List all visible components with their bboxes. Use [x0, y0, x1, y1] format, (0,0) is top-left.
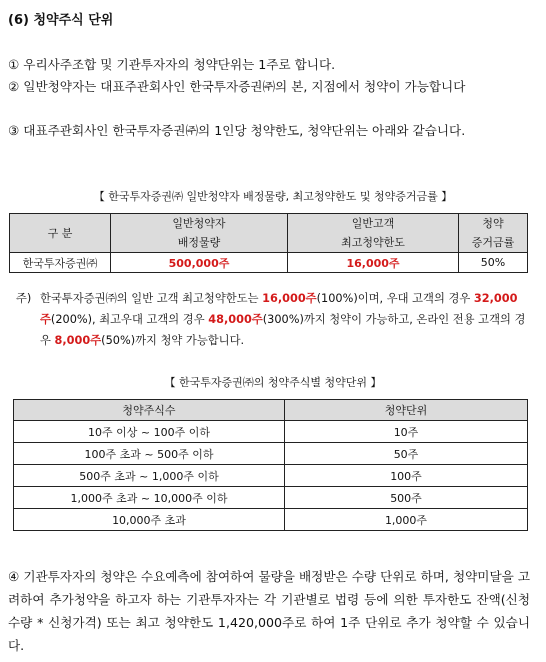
cell-unit: 100주: [285, 465, 528, 487]
footnote-mark: 주): [16, 292, 32, 305]
header-share-count: 청약주식수: [14, 400, 285, 421]
table-row: [14, 465, 528, 487]
table-row: [10, 253, 528, 273]
table-row: [14, 421, 528, 443]
cell-deposit-rate: 50%: [459, 253, 528, 273]
cell-unit: 50주: [285, 443, 528, 465]
cell-max-limit: 16,000주: [288, 253, 459, 273]
paragraph-3: ③ 대표주관회사인 한국투자증권㈜의 1인당 청약한도, 청약단위는 아래와 같습니다.: [8, 123, 466, 138]
table2-caption: 【 한국투자증권㈜의 청약주식별 청약단위 】: [164, 376, 382, 389]
header-allocation: 일반청약자 배정물량: [111, 214, 288, 253]
cell-range: 100주 초과 ~ 500주 이하: [14, 443, 285, 465]
cell-range: 10주 이상 ~ 100주 이하: [14, 421, 285, 443]
table-header-row: [14, 400, 528, 421]
paragraph-1: ① 우리사주조합 및 기관투자자의 청약단위는 1주로 합니다.: [8, 57, 336, 72]
cell-range: 1,000주 초과 ~ 10,000주 이하: [14, 487, 285, 509]
cell-range: 10,000주 초과: [14, 509, 285, 531]
table-row: [14, 487, 528, 509]
unit-table: [13, 399, 528, 531]
cell-unit: 500주: [285, 487, 528, 509]
header-max-limit: 일반고객 최고청약한도: [288, 214, 459, 253]
cell-broker: 한국투자증권㈜: [10, 253, 111, 273]
table-header-row: [10, 214, 528, 253]
footnote: [16, 288, 528, 351]
header-unit: 청약단위: [285, 400, 528, 421]
table-row: [14, 443, 528, 465]
section-heading: (6) 청약주식 단위: [8, 13, 114, 28]
table-row: [14, 509, 528, 531]
paragraph-2: ② 일반청약자는 대표주관회사인 한국투자증권㈜의 본, 지점에서 청약이 가능합니다: [8, 79, 466, 94]
table1-caption: 【 한국투자증권㈜ 일반청약자 배정물량, 최고청약한도 및 청약증거금률 】: [93, 190, 453, 203]
header-category: 구 분: [10, 214, 111, 253]
cell-unit: 10주: [285, 421, 528, 443]
footnote-body: 한국투자증권㈜의 일반 고객 최고청약한도는 16,000주(100%)이며, 우대 고객의 경우 32,000주(200%), 최고우대 고객의 경우 48,000주(300%)까지 청약이 가능하고, 온라인 전용 고객의 경우 8,000주(50%)까지 청약 가능합니다.: [40, 292, 526, 347]
paragraph-4: ④ 기관투자자의 청약은 수요예측에 참여하여 물량을 배정받은 수량 단위로 하며, 청약미달을 고려하여 추가청약을 하고자 하는 기관투자자는 각 기관별로 법령 등에 의한 투자한도 잔액(신청수량 * 신청가격) 또는 최고 청약한도 1,420,000주로 하여 1주 단위로 추가 청약할 수 있습니다.: [8, 569, 530, 653]
cell-allocation: 500,000주: [111, 253, 288, 273]
allocation-table: [9, 213, 528, 273]
header-deposit-rate: 청약 증거금률: [459, 214, 528, 253]
cell-range: 500주 초과 ~ 1,000주 이하: [14, 465, 285, 487]
cell-unit: 1,000주: [285, 509, 528, 531]
